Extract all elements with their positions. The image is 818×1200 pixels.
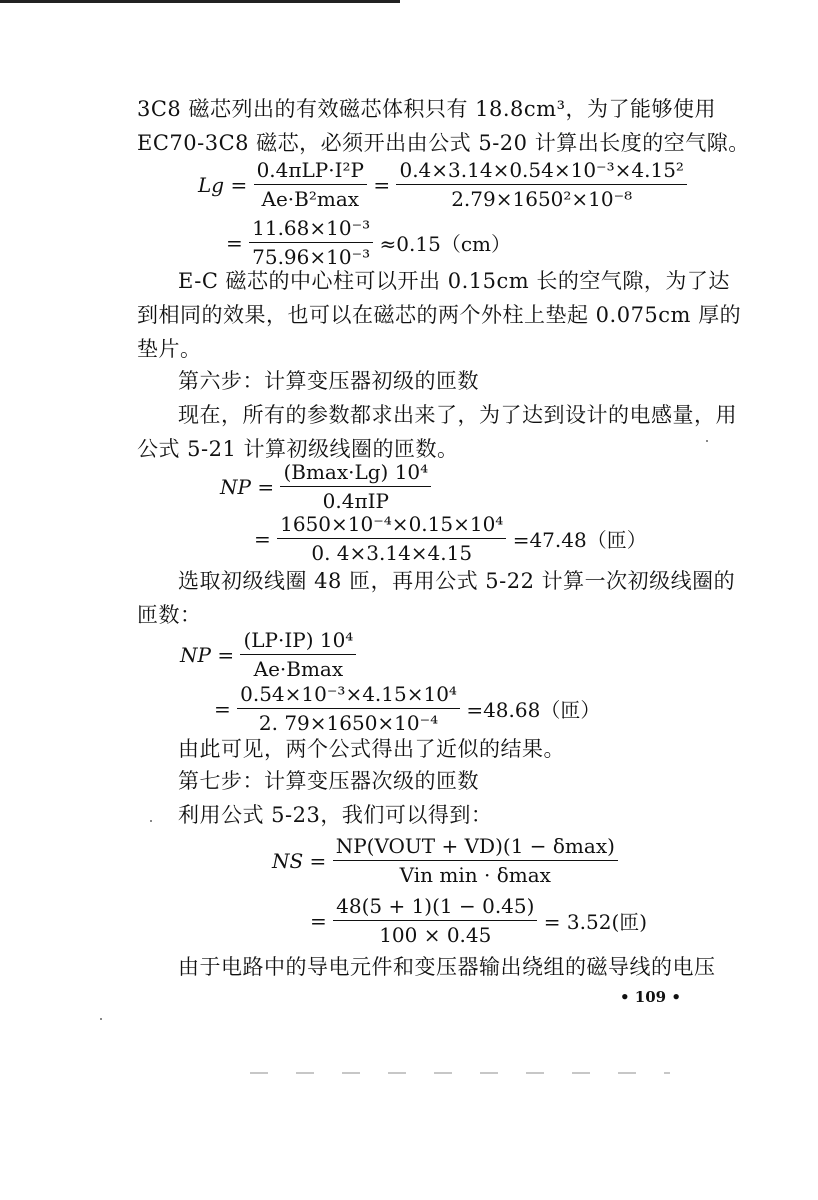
paragraph-line: 由于电路中的导电元件和变压器输出绕组的磁导线的电压 — [178, 955, 716, 979]
fraction-denominator: 2. 79×1650×10⁻⁴ — [258, 711, 439, 735]
fraction — [240, 628, 356, 681]
fraction-numerator: 11.68×10⁻³ — [249, 216, 373, 243]
equation-np2-line1 — [180, 628, 356, 681]
step-heading: 第六步：计算变压器初级的匝数 — [178, 369, 479, 393]
fraction-numerator: (Bmax·Lg) 10⁴ — [280, 460, 431, 487]
fraction — [249, 216, 373, 269]
paragraph-line: E-C 磁芯的中心柱可以开出 0.15cm 长的空气隙，为了达 — [178, 269, 730, 293]
fraction-denominator: 100 × 0.45 — [379, 923, 492, 947]
fraction-numerator: 0.4πLP·I²P — [254, 158, 367, 185]
paragraph-line: 公式 5-21 计算初级线圈的匝数。 — [137, 437, 459, 461]
equation-lhs: Lg = — [198, 172, 248, 197]
paragraph-line: 选取初级线圈 48 匝，再用公式 5-22 计算一次初级线圈的 — [178, 569, 736, 593]
scan-speck — [706, 440, 708, 442]
fraction-denominator: 0.4πIP — [322, 489, 389, 513]
equation-result: ≈0.15（cm） — [379, 232, 511, 256]
fraction-numerator: 48(5 + 1)(1 − 0.45) — [333, 894, 537, 921]
equals-sign: = — [310, 908, 327, 933]
equation-np1-line2 — [254, 512, 647, 565]
paragraph-line: 由此可见，两个公式得出了近似的结果。 — [178, 737, 565, 761]
equation-ns-line2 — [310, 894, 647, 947]
equation-ns-line1 — [272, 834, 618, 887]
step-heading: 第七步：计算变压器次级的匝数 — [178, 769, 479, 793]
paragraph-line: 现在，所有的参数都求出来了，为了达到设计的电感量，用 — [178, 403, 737, 427]
fraction-numerator: NP(VOUT + VD)(1 − δmax) — [333, 834, 618, 861]
paragraph-line: 匝数： — [137, 603, 202, 627]
fraction-denominator: 75.96×10⁻³ — [252, 245, 371, 269]
fraction — [396, 158, 686, 211]
equation-lhs: NP = — [220, 474, 275, 499]
paragraph-line: 3C8 磁芯列出的有效磁芯体积只有 18.8cm³，为了能够使用 — [137, 97, 716, 121]
equals-sign: = — [373, 172, 391, 197]
fraction — [280, 460, 431, 513]
fraction-denominator: Ae·B²max — [261, 187, 360, 211]
fraction-numerator: 1650×10⁻⁴×0.15×10⁴ — [277, 512, 506, 539]
paragraph-line: 到相同的效果，也可以在磁芯的两个外柱上垫起 0.075cm 厚的 — [137, 303, 742, 327]
fraction — [333, 834, 618, 887]
scan-speck — [150, 820, 152, 822]
fraction-denominator: Vin min · δmax — [399, 863, 551, 887]
paragraph-line: 垫片。 — [137, 337, 202, 361]
scan-top-edge — [0, 0, 400, 3]
equation-lhs: NS = — [272, 848, 327, 873]
equation-result: =48.68（匝） — [466, 698, 601, 722]
scan-speck — [100, 1018, 102, 1020]
equals-sign: = — [226, 230, 243, 255]
equation-result: =47.48（匝） — [512, 528, 647, 552]
page-number: • 109 • — [620, 988, 681, 1006]
fraction — [277, 512, 506, 565]
fraction-numerator: (LP·IP) 10⁴ — [240, 628, 356, 655]
paragraph-line: EC70-3C8 磁芯，必须开出由公式 5-20 计算出长度的空气隙。 — [137, 131, 750, 155]
fraction-denominator: 2.79×1650²×10⁻⁸ — [451, 187, 633, 211]
equals-sign: = — [254, 526, 271, 551]
scan-artifact-line — [250, 1072, 670, 1074]
fraction-denominator: 0. 4×3.14×4.15 — [311, 541, 473, 565]
fraction-denominator: Ae·Bmax — [253, 657, 344, 681]
fraction — [333, 894, 537, 947]
equation-lg-line2 — [226, 216, 511, 269]
equals-sign: = — [214, 696, 231, 721]
fraction-numerator: 0.4×3.14×0.54×10⁻³×4.15² — [396, 158, 686, 185]
equation-result: = 3.52(匝) — [543, 910, 648, 934]
paragraph-line: 利用公式 5-23，我们可以得到： — [178, 803, 493, 827]
fraction — [237, 682, 460, 735]
equation-np2-line2 — [214, 682, 600, 735]
fraction-numerator: 0.54×10⁻³×4.15×10⁴ — [237, 682, 460, 709]
fraction — [254, 158, 367, 211]
equation-lhs: NP = — [180, 642, 235, 667]
equation-lg-line1 — [198, 158, 687, 211]
equation-np1-line1 — [220, 460, 431, 513]
